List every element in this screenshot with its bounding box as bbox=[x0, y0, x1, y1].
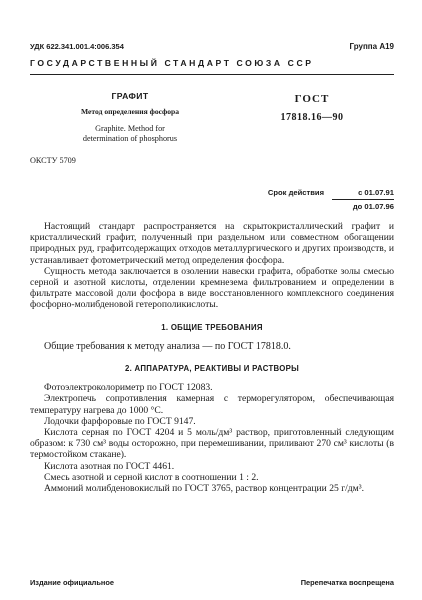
reprint-prohibited-note: Перепечатка воспрещена bbox=[300, 578, 394, 587]
list-item: Электропечь сопротивления камерная с терморегулятором, обеспечивающая температуру нагрева до 1000 °С. bbox=[30, 393, 394, 416]
validity-label: Срок действия bbox=[267, 188, 324, 197]
intro-paragraph-2: Сущность метода заключается в озолении навески графита, обработке золы смесью серной и азотной кислоты, отделении кремнезема фильтрованием и определении в фильтрате массовой доли фосфора в виде восстановленного комплексного соединения фосфорно-молибденовой гетерополикислоты. bbox=[30, 265, 394, 311]
title-left bbox=[30, 91, 230, 144]
validity-dates bbox=[332, 187, 394, 211]
section-2-heading: 2. АППАРАТУРА, РЕАКТИВЫ И РАСТВОРЫ bbox=[124, 364, 300, 374]
list-item: Аммоний молибденовокислый по ГОСТ 3765, раствор концентрации 25 г/дм³. bbox=[44, 483, 365, 495]
section-1-heading: 1. ОБЩИЕ ТРЕБОВАНИЯ bbox=[161, 322, 263, 332]
validity-to: до 01.07.96 bbox=[352, 202, 394, 211]
section-1-text: Общие требования к методу анализа — по ГОСТ 17818.0. bbox=[44, 340, 291, 352]
header-rule bbox=[30, 74, 394, 75]
header-row bbox=[30, 20, 394, 51]
subtitle-en-line-2: determination of phosphorus bbox=[82, 134, 178, 143]
list-item: Лодочки фарфоровые по ГОСТ 9147. bbox=[44, 415, 196, 427]
validity-block bbox=[30, 187, 394, 211]
gost-number: 17818.16—90 bbox=[280, 112, 344, 123]
title-right bbox=[230, 91, 394, 144]
list-item: Кислота серная по ГОСТ 4204 и 5 моль/дм³ раствор, приготовленный следующим образом: к 730 см³ воды осторожно, при перемешивании, приливают 270 см³ кислоты (в термостойком стакане). bbox=[30, 427, 394, 461]
document-title: ГРАФИТ bbox=[111, 91, 149, 101]
list-item: Фотоэлектроколориметр по ГОСТ 12083. bbox=[44, 382, 213, 394]
official-edition-note: Издание официальное bbox=[30, 578, 115, 587]
document-subtitle-ru: Метод определения фосфора bbox=[80, 107, 180, 116]
udk-code: УДК 622.341.001.4:006.354 bbox=[30, 42, 124, 51]
document-body bbox=[30, 221, 394, 494]
gost-label: ГОСТ bbox=[294, 93, 330, 105]
list-item: Смесь азотной и серной кислот в соотношении 1 : 2. bbox=[44, 471, 259, 483]
list-item: Кислота азотная по ГОСТ 4461. bbox=[44, 460, 175, 472]
group-code: Группа А19 bbox=[349, 42, 394, 51]
organization-title: ГОСУДАРСТВЕННЫЙ СТАНДАРТ СОЮЗА ССР bbox=[30, 58, 314, 68]
validity-from: с 01.07.91 bbox=[332, 187, 394, 200]
okstu-code: ОКСТУ 5709 bbox=[30, 156, 76, 165]
subtitle-en-line-1: Graphite. Method for bbox=[95, 124, 165, 133]
document-subtitle-en bbox=[30, 124, 230, 144]
intro-paragraph-1: Настоящий стандарт распространяется на скрытокристаллический графит и кристаллический графит, полученный при раздельном или совместном обогащении природных руд, графитсодержащих отходов металлургического и других производств, и устанавливает фотометрический метод определения фосфора. bbox=[30, 221, 394, 266]
title-block bbox=[30, 91, 394, 144]
section-2-list bbox=[30, 382, 394, 494]
footer bbox=[30, 578, 394, 587]
